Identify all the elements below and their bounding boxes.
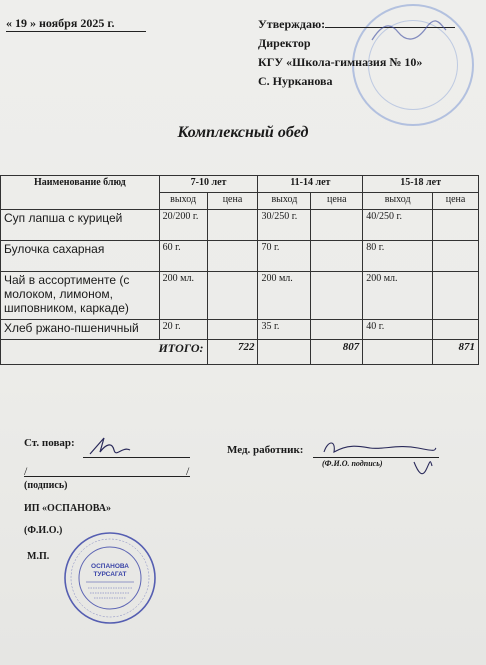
total-label: ИТОГО:: [1, 340, 208, 365]
name-line: [24, 476, 190, 477]
approve-label: Утверждаю:: [258, 17, 326, 31]
total-15-18: 871: [433, 340, 479, 365]
dish-price: [311, 320, 363, 340]
medic-signature: [318, 436, 442, 486]
dish-out: 40/250 г.: [363, 210, 433, 241]
age-group-11-14: 11-14 лет: [258, 176, 363, 193]
table-header-row: [1, 176, 479, 193]
medic-fio-caption: (Ф.И.О. подпись): [322, 459, 383, 468]
dish-price: [311, 241, 363, 272]
dish-price: [433, 210, 479, 241]
company-name: ИП «ОСПАНОВА»: [24, 503, 111, 514]
dish-price: [311, 210, 363, 241]
dish-name: Чай в ассортименте (с молоком, лимоном, шиповником, каркаде): [1, 272, 160, 320]
slash-left: /: [24, 464, 28, 478]
menu-table: [0, 175, 479, 365]
page-title: Комплексный обед: [177, 124, 309, 141]
seal-place: М.П.: [27, 551, 50, 562]
dish-price: [207, 210, 258, 241]
total-11-14: 807: [311, 340, 363, 365]
age-group-15-18: 15-18 лет: [363, 176, 479, 193]
dish-price: [433, 241, 479, 272]
dish-out: 35 г.: [258, 320, 311, 340]
director-position: Директор: [258, 36, 311, 50]
date-underline: [6, 31, 146, 32]
table-row: [1, 210, 479, 241]
director-signature: [368, 18, 448, 48]
director-name: С. Нуркановa: [258, 74, 333, 88]
seal-name-line2: ТУРСАГАТ: [93, 571, 127, 578]
cook-signature: [86, 432, 136, 458]
dish-out: 20 г.: [159, 320, 207, 340]
dish-price: [311, 272, 363, 320]
dish-out: 40 г.: [363, 320, 433, 340]
table-row: [1, 241, 479, 272]
dish-price: [207, 241, 258, 272]
dish-out: 60 г.: [159, 241, 207, 272]
total-7-10: 722: [207, 340, 258, 365]
fio-caption: (Ф.И.О.): [24, 525, 63, 536]
cook-label: Ст. повар:: [24, 437, 75, 449]
dish-price: [433, 272, 479, 320]
table-row: [1, 272, 479, 320]
dish-out: 200 мл.: [159, 272, 207, 320]
dish-out: 200 мл.: [363, 272, 433, 320]
company-seal: [62, 530, 158, 626]
table-row: [1, 320, 479, 340]
medic-label: Мед. работник:: [227, 444, 304, 456]
col-out: выход: [258, 193, 311, 210]
col-dish-name: Наименование блюд: [1, 176, 160, 210]
total-row: [1, 340, 479, 365]
dish-out: 200 мл.: [258, 272, 311, 320]
age-group-7-10: 7-10 лет: [159, 176, 258, 193]
dish-name: Суп лапша с курицей: [1, 210, 160, 241]
dish-name: Булочка сахарная: [1, 241, 160, 272]
dish-name: Хлеб ржано-пшеничный: [1, 320, 160, 340]
dish-out: 80 г.: [363, 241, 433, 272]
col-price: цена: [207, 193, 258, 210]
dish-out: 70 г.: [258, 241, 311, 272]
school-name: КГУ «Школа-гимназия № 10»: [258, 55, 423, 69]
slash-right: /: [186, 464, 190, 478]
dish-price: [433, 320, 479, 340]
dish-out: 20/200 г.: [159, 210, 207, 241]
col-price: цена: [311, 193, 363, 210]
signature-caption: (подпись): [24, 480, 68, 491]
col-out: выход: [159, 193, 207, 210]
col-price: цена: [433, 193, 479, 210]
dish-price: [207, 272, 258, 320]
dish-price: [207, 320, 258, 340]
seal-name-line1: ОСПАНОВА: [91, 563, 129, 570]
col-out: выход: [363, 193, 433, 210]
document-date: « 19 » ноября 2025 г.: [6, 16, 115, 30]
dish-out: 30/250 г.: [258, 210, 311, 241]
